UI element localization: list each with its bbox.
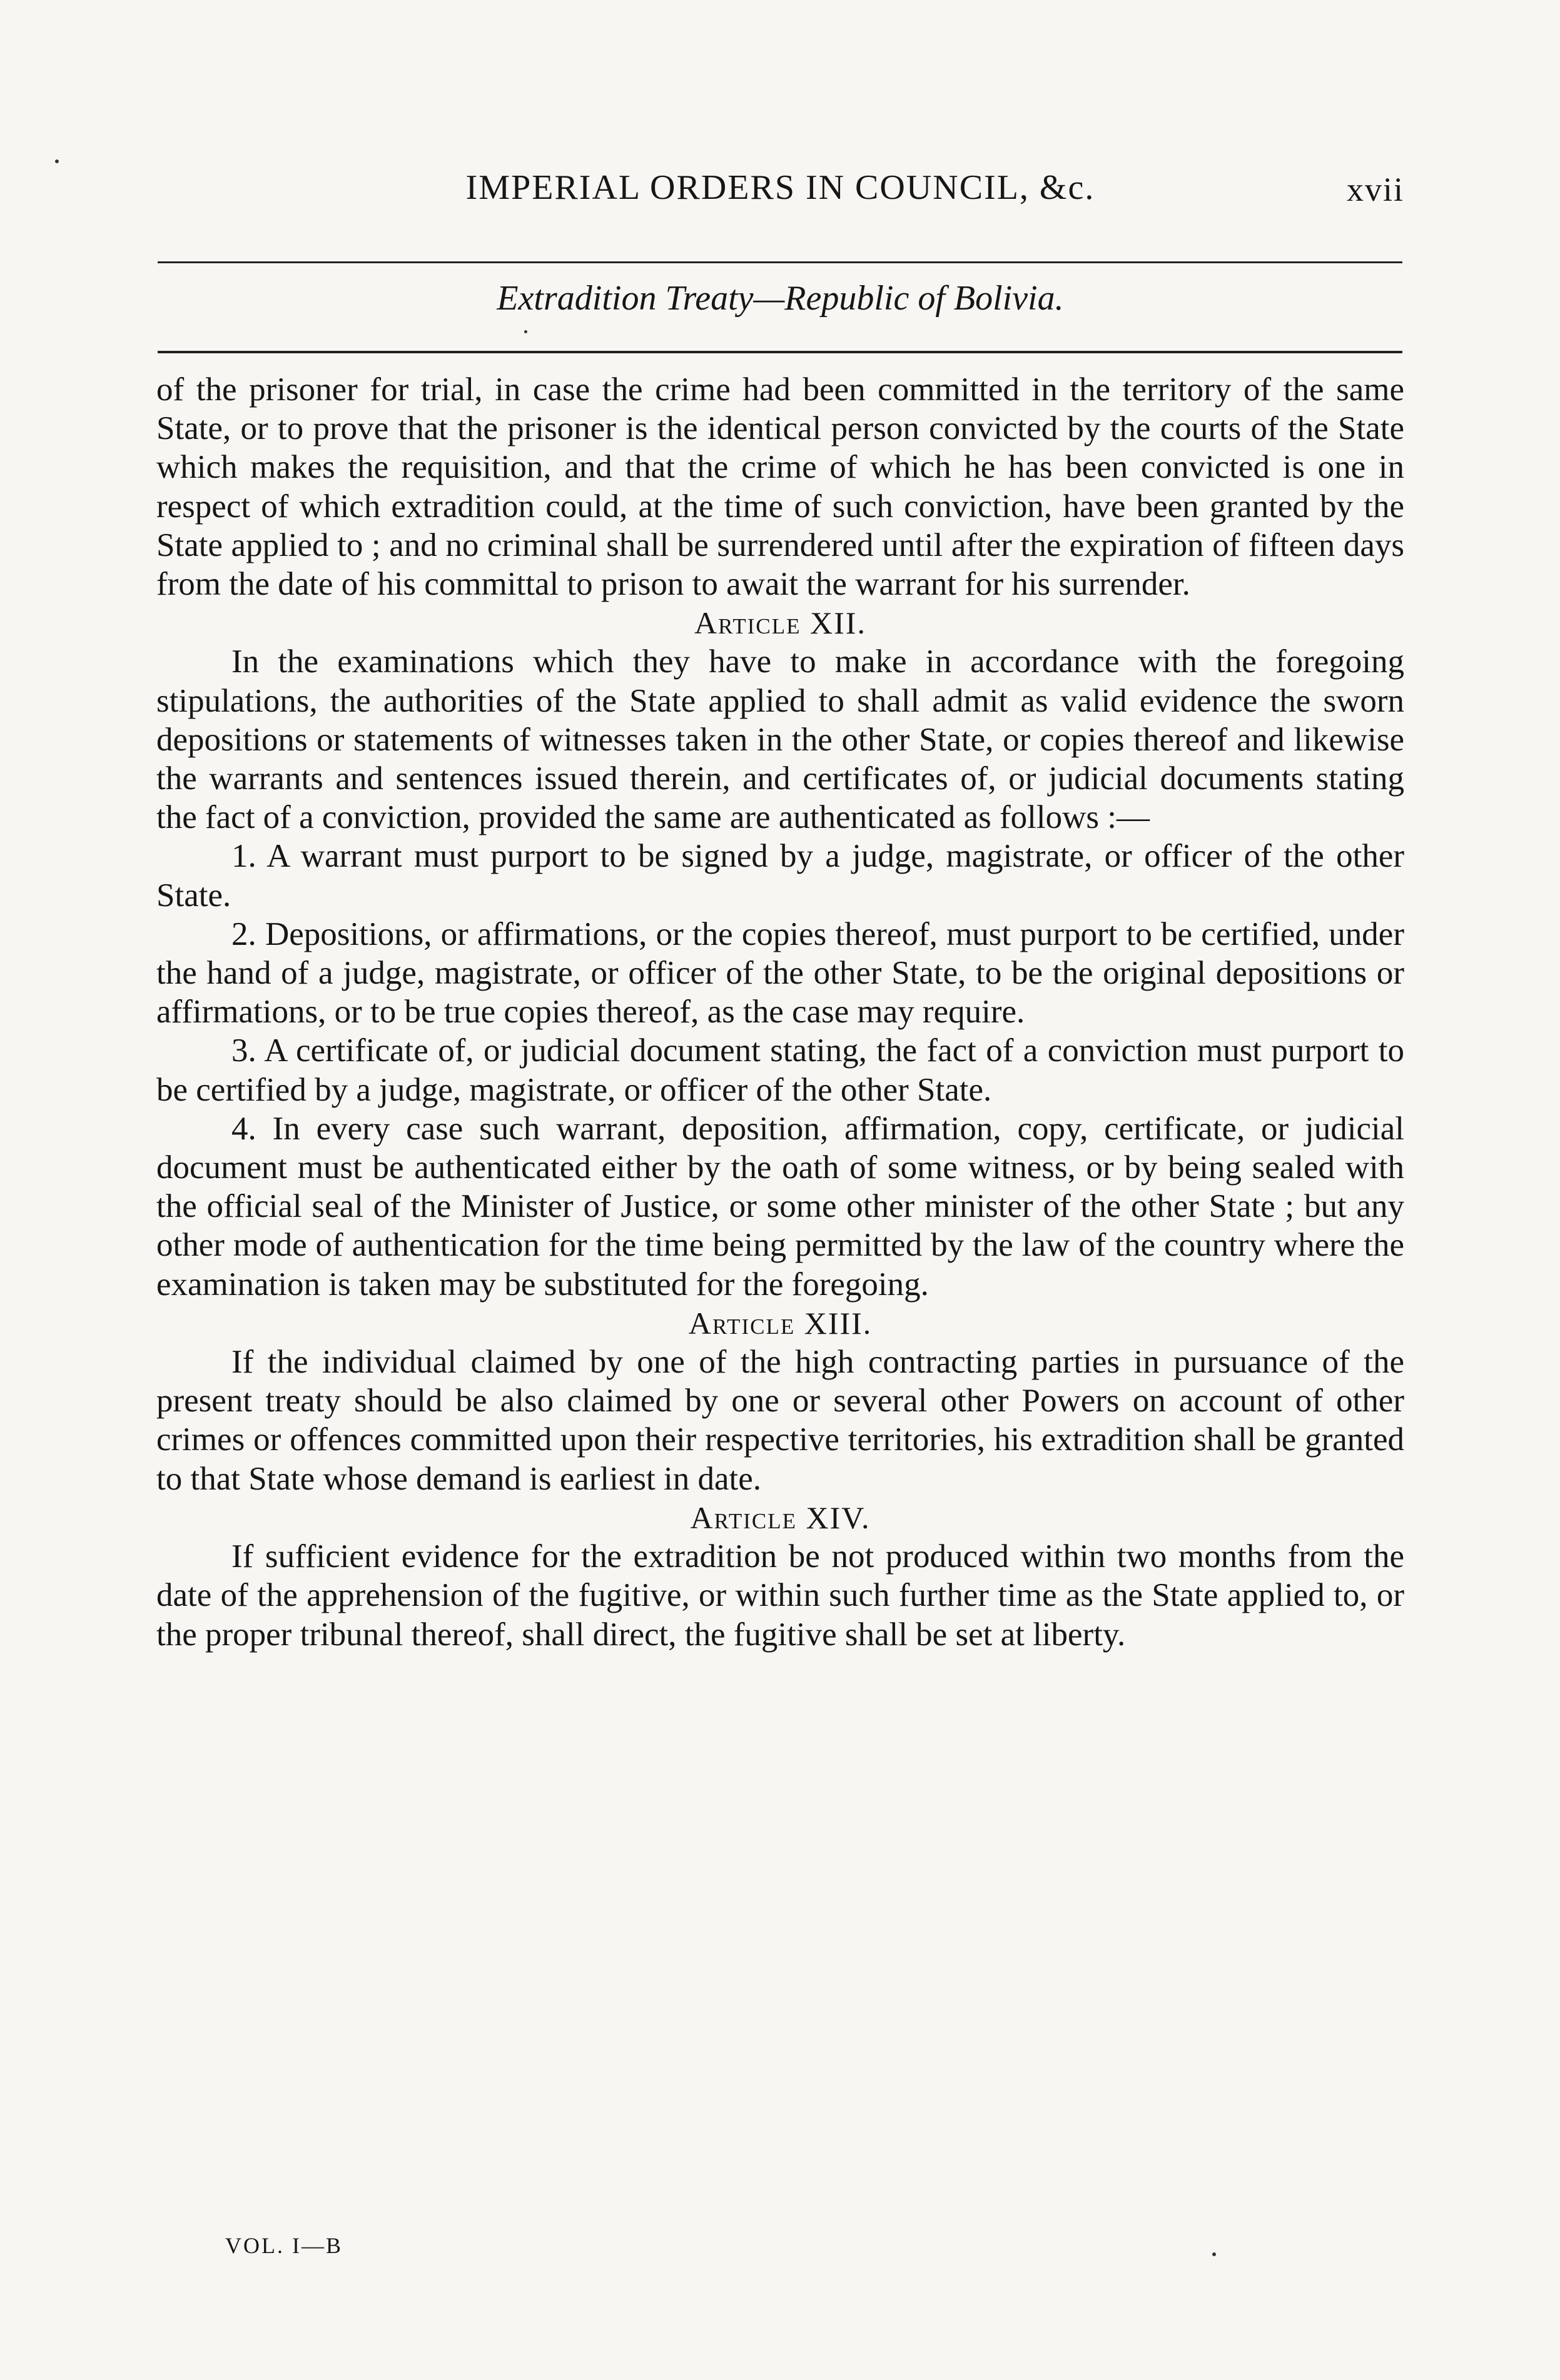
article-12-item-1: 1. A warrant must purport to be signed by a judge, magistrate, or officer of the other State.: [156, 838, 1404, 914]
article-13-text: If the individual claimed by one of the high contracting parties in pursuance of the present treaty should be also claimed by one or several other Powers on account of other crimes or offences committed upon their respective territories, his extradition shall be granted to that State whose demand is earliest in date.: [156, 1344, 1404, 1497]
article-13-heading: Article XIII.: [688, 1305, 873, 1341]
print-speck: [55, 159, 59, 163]
article-14-heading: Article XIV.: [690, 1500, 871, 1535]
article-12-item-2: 2. Depositions, or affirmations, or the copies thereof, must purport to be certified, under the hand of a judge, magistrate, or officer of the other State, to be the original depositions or affirmations, or to be true copies thereof, as the case may require.: [156, 915, 1404, 1031]
article-14-text: If sufficient evidence for the extradition be not produced within two months from the date of the apprehension of the fugitive, or within such further time as the State applied to, or the proper tribunal thereof, shall direct, the fugitive shall be set at liberty.: [156, 1538, 1404, 1653]
document-page: [156, 0, 1404, 2380]
paragraph-continuation: of the prisoner for trial, in case the crime had been committed in the territory of the same State, or to prove that the prisoner is the identical person convicted by the courts of the State which makes the requisition, and that the crime of which he has been convicted is one in respect of which extradition could, at the time of such conviction, have been granted by the State applied to ; and no criminal shall be surrendered until after the expiration of fifteen days from the date of his committal to prison to await the warrant for his surrender.: [156, 371, 1404, 603]
section-subheader: Extradition Treaty—Republic of Bolivia.: [497, 279, 1064, 318]
header-rule-top: [158, 261, 1402, 263]
page-header: [156, 168, 1404, 218]
article-12-item-4: 4. In every case such warrant, deposition, affirmation, copy, certificate, or judicial document must be authenticated either by the oath of some witness, or by being sealed with the official seal of the Minister of Justice, or some other minister of the other State ; but any other mode of authentication for the time being permitted by the law of the country where the examination is taken may be substituted for the foregoing.: [156, 1110, 1404, 1303]
article-12-intro: In the examinations which they have to make in accordance with the foregoing stipulations, the authorities of the State applied to shall admit as valid evidence the sworn depositions or statements of witnesses taken in the other State, or copies thereof and likewise the warrants and sentences issued therein, and certificates of, or judicial documents stating the fact of a conviction, provided the same are authenticated as follows :—: [156, 643, 1404, 836]
page-number: xvii: [1346, 171, 1404, 208]
body-text: [156, 370, 1404, 1654]
running-title: IMPERIAL ORDERS IN COUNCIL, &c.: [465, 168, 1095, 207]
print-speck: [524, 330, 527, 333]
print-speck: [1212, 2252, 1216, 2256]
signature-mark: VOL. I—B: [225, 2233, 343, 2258]
article-12-item-3: 3. A certificate of, or judicial document stating, the fact of a conviction must purport to be certified by a judge, magistrate, or officer of the other State.: [156, 1032, 1404, 1108]
header-rule-bottom: [158, 351, 1402, 353]
article-12-heading: Article XII.: [694, 605, 866, 641]
